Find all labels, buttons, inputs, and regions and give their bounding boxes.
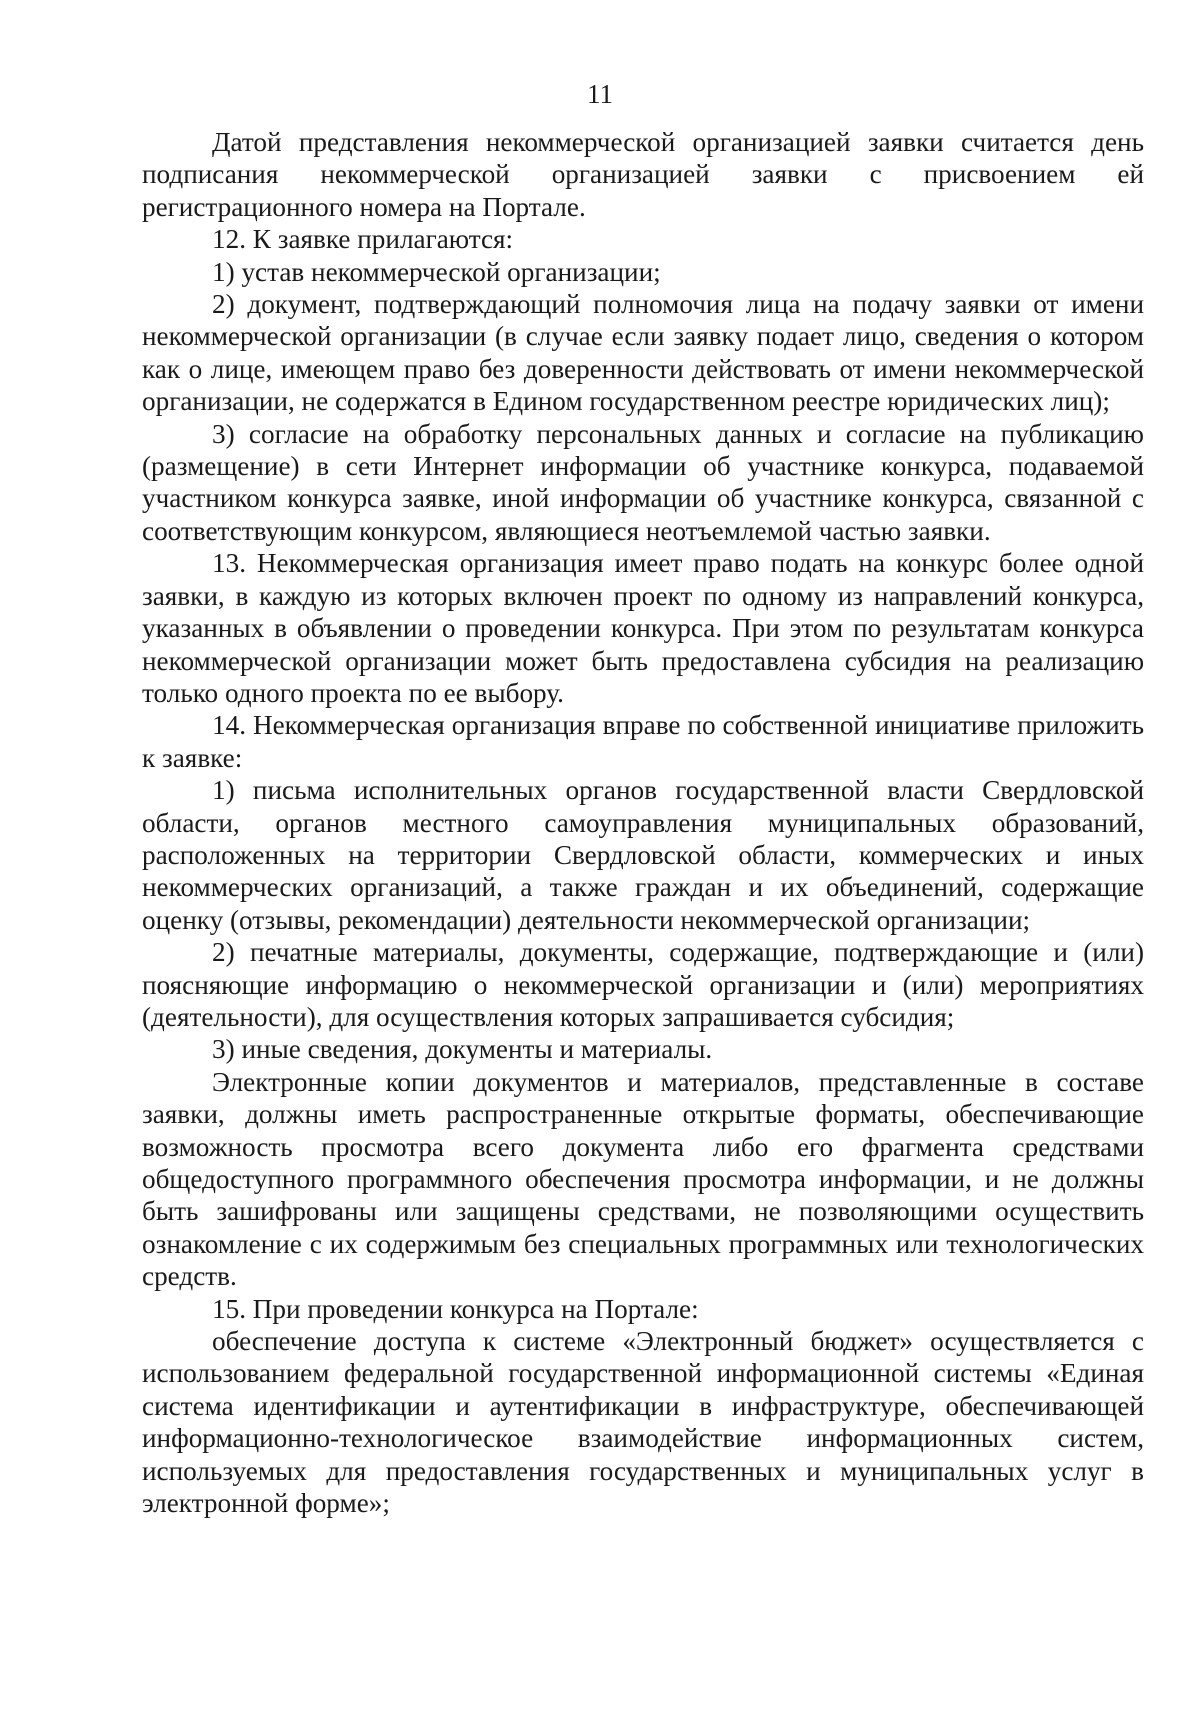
paragraph-14-item-1-letters: 1) письма исполнительных органов государственной власти Свердловской области, органов местного самоуправления муниципальных образований, расположенных на территории Свердловской области, коммерческих и иных некоммерческих организаций, а также граждан и их объединений, содержащие оценку (отзывы, рекомендации) деятельности некоммерческой организации; — [142, 775, 1144, 935]
paragraph-14-item-2-printed-materials: 2) печатные материалы, документы, содержащие, подтверждающие и (или) поясняющие информацию о некоммерческой организации и (или) мероприятиях (деятельности), для осуществления которых запрашивается субсидия; — [142, 937, 1144, 1032]
paragraph-electronic-copies: Электронные копии документов и материалов, представленные в составе заявки, должны иметь распространенные открытые форматы, обеспечивающие возможность просмотра всего документа либо его фрагмента средствами общедоступного программного обеспечения просмотра информации, и не должны быть зашифрованы или защищены средствами, не позволяющими осуществить ознакомление с их содержимым без специальных программных или технологических средств. — [142, 1066, 1144, 1292]
paragraph-13-multiple-applications: 13. Некоммерческая организация имеет право подать на конкурс более одной заявки, в каждую из которых включен проект по одному из направлений конкурса, указанных в объявлении о проведении конкурса. При этом по результатам конкурса некоммерческой организации может быть предоставлена субсидия на реализацию только одного проекта по ее выбору. — [142, 548, 1144, 708]
document-body — [142, 126, 1144, 1519]
page-number: 11 — [587, 79, 613, 109]
paragraph-12-item-1-charter: 1) устав некоммерческой организации; — [212, 256, 661, 287]
paragraph-14-optional-attachments: 14. Некоммерческая организация вправе по собственной инициативе приложить к заявке: — [142, 710, 1144, 773]
paragraph-14-item-3-other: 3) иные сведения, документы и материалы. — [212, 1034, 713, 1065]
paragraph-15-portal: 15. При проведении конкурса на Портале: — [212, 1293, 699, 1324]
paragraph-12-item-3-consent: 3) согласие на обработку персональных данных и согласие на публикацию (размещение) в сети Интернет информации об участнике конкурса, подаваемой участником конкурса заявке, иной информации об участнике конкурса, связанной с соответствующим конкурсом, являющиеся неотъемлемой частью заявки. — [142, 418, 1144, 546]
paragraph-12-item-2-authority-document: 2) документ, подтверждающий полномочия лица на подачу заявки от имени некоммерческой организации (в случае если заявку подает лицо, сведения о котором как о лице, имеющем право без доверенности действовать от имени некоммерческой организации, не содержатся в Едином государственном реестре юридических лиц); — [142, 289, 1144, 417]
paragraph-15-access: обеспечение доступа к системе «Электронный бюджет» осуществляется с использованием федеральной государственной информационной системы «Единая система идентификации и аутентификации в инфраструктуре, обеспечивающей информационно-технологическое взаимодействие информационных систем, используемых для предоставления государственных и муниципальных услуг в электронной форме»; — [142, 1326, 1144, 1519]
paragraph-submission-date: Датой представления некоммерческой организацией заявки считается день подписания некоммерческой организацией заявки с присвоением ей регистрационного номера на Портале. — [142, 127, 1144, 222]
paragraph-12-attachments: 12. К заявке прилагаются: — [212, 224, 514, 255]
